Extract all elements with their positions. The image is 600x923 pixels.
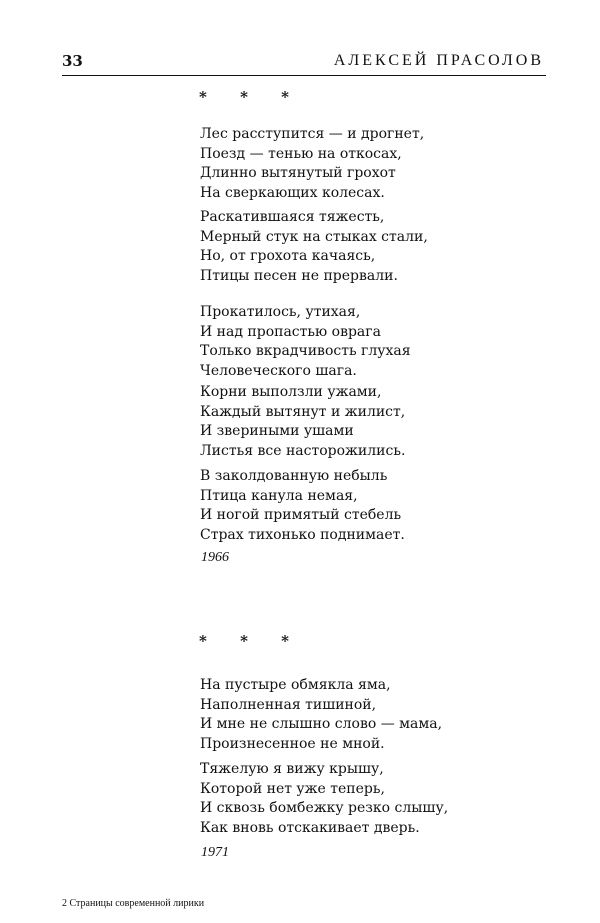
stanza bbox=[200, 760, 448, 838]
verse-line: Раскатившаяся тяжесть, bbox=[200, 209, 385, 225]
stanza bbox=[200, 208, 428, 286]
verse-line: Произнесенное не мной. bbox=[200, 735, 385, 752]
header-rule bbox=[62, 75, 546, 76]
stanza bbox=[200, 467, 405, 545]
verse-line: И звериными ушами bbox=[200, 423, 354, 439]
verse-line: Прокатилось, утихая, bbox=[200, 304, 361, 320]
verse-line: Корни выползли ужами, bbox=[200, 384, 382, 400]
section-separator: * * * bbox=[199, 632, 303, 650]
verse-line: Мерный стук на стыках стали, bbox=[200, 228, 428, 245]
page-number: 33 bbox=[62, 52, 83, 70]
verse-line: Лес расступится — и дрогнет, bbox=[200, 126, 425, 142]
signature-footer: 2 Страницы современной лирики bbox=[62, 898, 205, 909]
verse-line: В заколдованную небыль bbox=[200, 468, 388, 484]
verse-line: И над пропастью оврага bbox=[200, 323, 381, 340]
verse-line: На пустыре обмякла яма, bbox=[200, 677, 391, 693]
verse-line: Наполненная тишиной, bbox=[200, 696, 377, 713]
verse-line: Но, от грохота качаясь, bbox=[200, 248, 376, 264]
verse-line: Поезд — тенью на откосах, bbox=[200, 145, 402, 162]
running-head-author: АЛЕКСЕЙ ПРАСОЛОВ bbox=[333, 52, 544, 69]
verse-line: Человеческого шага. bbox=[200, 362, 357, 379]
verse-line: На сверкающих колесах. bbox=[200, 184, 385, 201]
verse-line: Птица канула немая, bbox=[200, 487, 358, 504]
verse-line: Только вкрадчивость глухая bbox=[200, 343, 411, 359]
verse-line: Тяжелую я вижу крышу, bbox=[200, 761, 384, 777]
stanza bbox=[200, 676, 442, 754]
poem-year: 1971 bbox=[201, 845, 229, 860]
verse-line: Каждый вытянут и жилист, bbox=[200, 403, 406, 420]
verse-line: И мне не слышно слово — мама, bbox=[200, 716, 443, 732]
poem-year: 1966 bbox=[201, 550, 229, 565]
stanza bbox=[200, 303, 411, 381]
verse-line: Листья все насторожились. bbox=[200, 442, 406, 459]
verse-line: И ногой примятый стебель bbox=[200, 507, 402, 523]
verse-line: Птицы песен не прервали. bbox=[200, 267, 398, 284]
verse-line: И сквозь бомбежку резко слышу, bbox=[200, 800, 449, 816]
verse-line: Страх тихонько поднимает. bbox=[200, 526, 405, 543]
section-separator: * * * bbox=[199, 88, 303, 106]
verse-line: Которой нет уже теперь, bbox=[200, 780, 385, 797]
stanza bbox=[200, 125, 424, 203]
stanza bbox=[200, 383, 405, 461]
verse-line: Длинно вытянутый грохот bbox=[200, 165, 396, 181]
verse-line: Как вновь отскакивает дверь. bbox=[200, 819, 420, 836]
